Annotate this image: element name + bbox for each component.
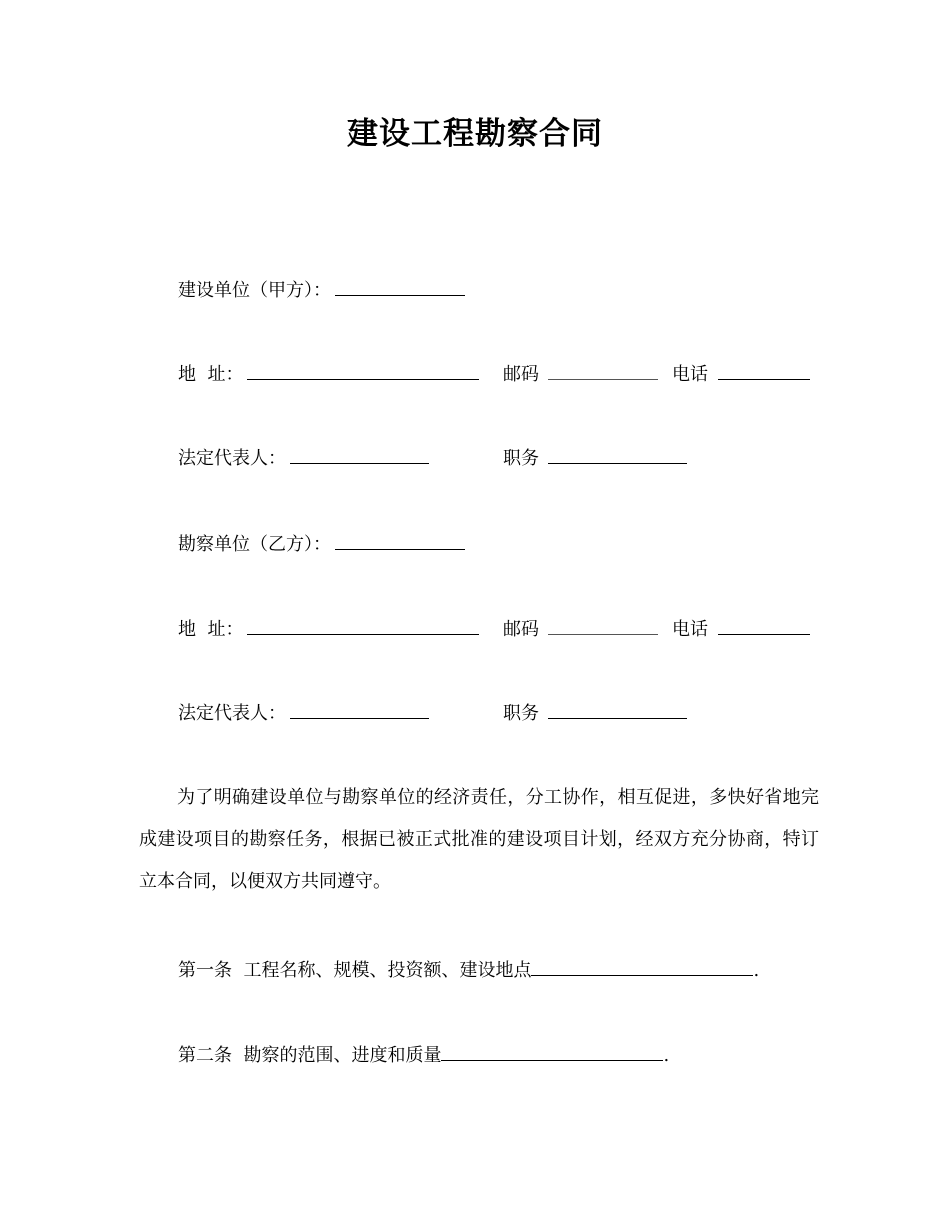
party-b-position-row xyxy=(503,700,687,727)
party-a-phone-row xyxy=(672,361,810,388)
party-a-position-label: 职务 xyxy=(503,448,539,469)
party-b-phone-blank[interactable] xyxy=(718,616,810,635)
party-b-rep-row xyxy=(178,700,429,727)
party-b-postcode-row xyxy=(503,616,658,643)
party-a-phone-blank[interactable] xyxy=(718,361,810,380)
article-1-text: 第一条 工程名称、规模、投资额、建设地点 xyxy=(178,960,532,981)
party-a-unit-row xyxy=(178,277,465,304)
party-a-rep-row xyxy=(178,445,429,472)
party-b-postcode-label: 邮码 xyxy=(503,619,539,640)
party-b-address-label: 地 址： xyxy=(178,619,244,640)
article-1-blank[interactable] xyxy=(531,957,753,976)
party-b-position-label: 职务 xyxy=(503,703,539,724)
party-a-postcode-row xyxy=(503,361,658,388)
party-a-postcode-label: 邮码 xyxy=(503,364,539,385)
article-2-period: . xyxy=(663,1045,670,1066)
party-b-rep-blank[interactable] xyxy=(290,700,429,719)
party-b-phone-row xyxy=(672,616,810,643)
party-b-unit-blank[interactable] xyxy=(335,531,465,550)
article-2 xyxy=(178,1042,669,1069)
party-a-rep-label: 法定代表人： xyxy=(178,448,286,469)
article-1 xyxy=(178,957,759,984)
party-a-unit-label: 建设单位（甲方）： xyxy=(178,280,331,301)
party-a-address-blank[interactable] xyxy=(247,361,479,380)
party-b-phone-label: 电话 xyxy=(672,619,708,640)
party-a-position-blank[interactable] xyxy=(548,445,687,464)
party-a-address-row xyxy=(178,361,479,388)
preamble-paragraph: 为了明确建设单位与勘察单位的经济责任，分工协作，相互促进，多快好省地完成建设项目的勘察任务，根据已被正式批准的建设项目计划，经双方充分协商，特订立本合同，以便双方共同遵守。 xyxy=(139,787,819,892)
party-a-unit-blank[interactable] xyxy=(335,277,465,296)
party-a-position-row xyxy=(503,445,687,472)
party-b-rep-label: 法定代表人： xyxy=(178,703,286,724)
article-2-text: 第二条 勘察的范围、进度和质量 xyxy=(178,1045,442,1066)
party-a-rep-blank[interactable] xyxy=(290,445,429,464)
document-title: 建设工程勘察合同 xyxy=(347,116,603,152)
article-2-blank[interactable] xyxy=(441,1042,663,1061)
party-a-address-label: 地 址： xyxy=(178,364,244,385)
party-b-address-row xyxy=(178,616,479,643)
party-b-position-blank[interactable] xyxy=(548,700,687,719)
party-a-postcode-blank[interactable] xyxy=(548,361,658,380)
party-b-unit-row xyxy=(178,531,465,558)
party-b-address-blank[interactable] xyxy=(247,616,479,635)
party-a-phone-label: 电话 xyxy=(672,364,708,385)
party-b-postcode-blank[interactable] xyxy=(548,616,658,635)
article-1-period: . xyxy=(753,960,760,981)
party-b-unit-label: 勘察单位（乙方）： xyxy=(178,534,331,555)
